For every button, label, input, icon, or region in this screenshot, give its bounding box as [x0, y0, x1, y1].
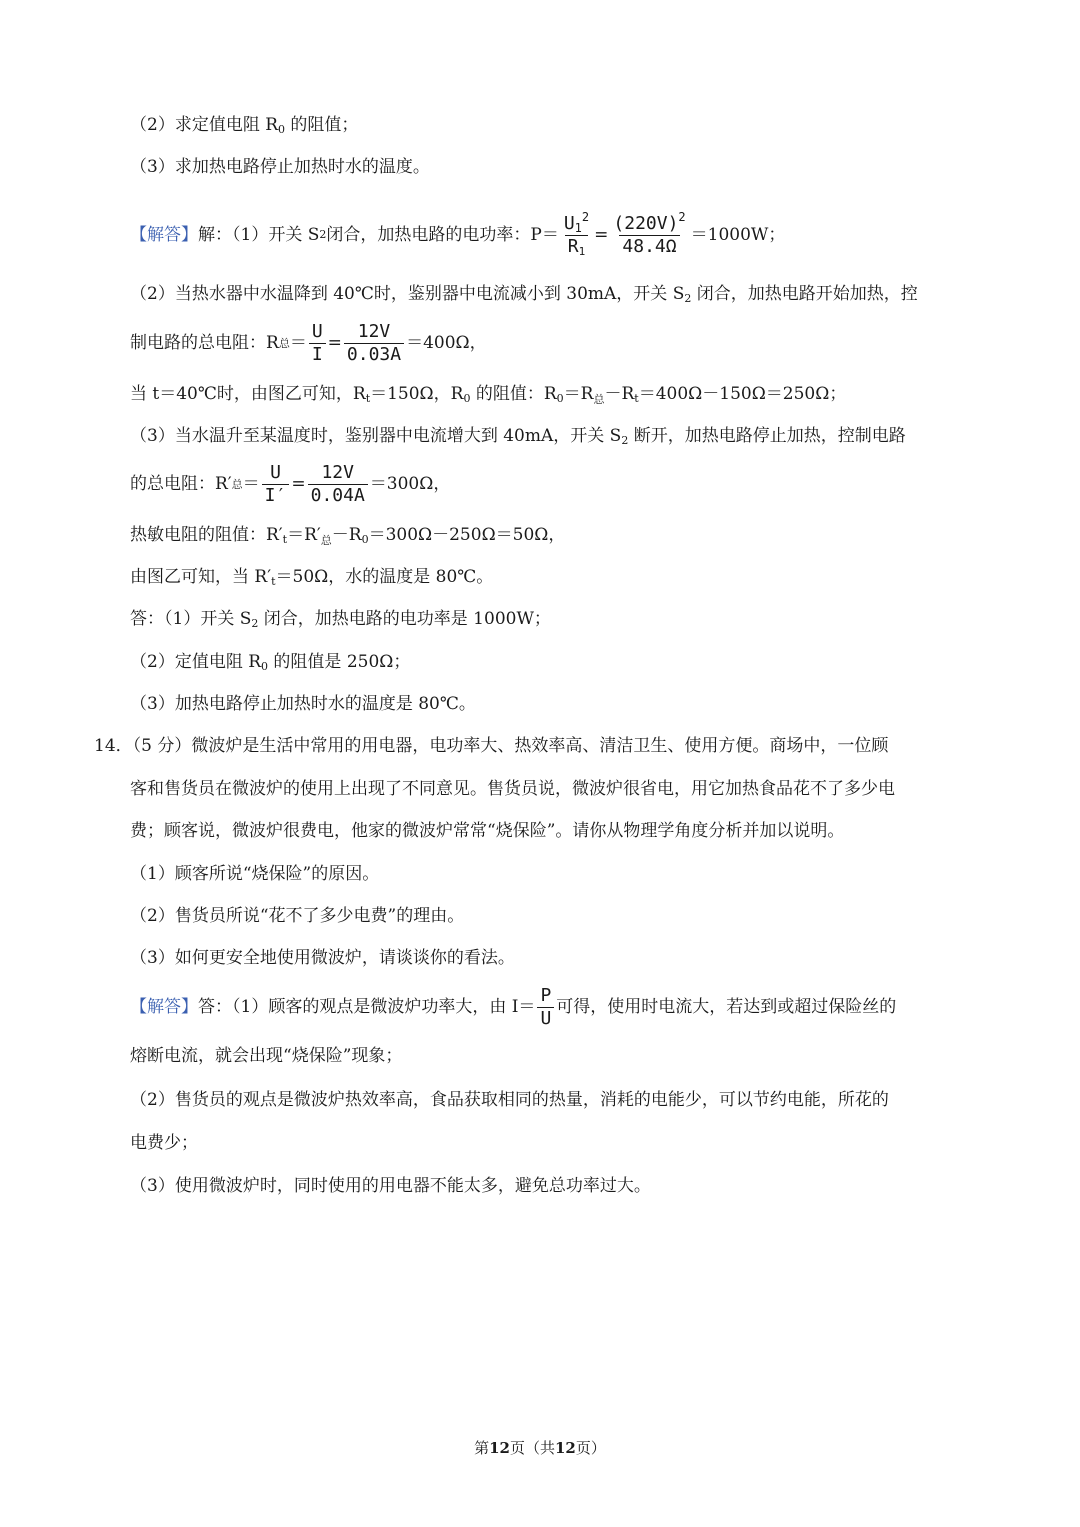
text: （2）定值电阻 R	[130, 652, 262, 672]
question-14-sub-3: （3）如何更安全地使用微波炉，请谈谈你的看法。	[130, 948, 515, 968]
power-value-fraction	[610, 209, 688, 257]
text: ＝300Ω，	[369, 473, 451, 494]
text: －R	[604, 384, 635, 404]
text: 的阻值是 250Ω；	[268, 652, 411, 672]
answer-3-line-4	[130, 569, 493, 586]
text: 闭合，加热电路开始加热，控	[691, 284, 918, 304]
text: ＝R	[563, 384, 594, 404]
subscript: 0	[361, 533, 369, 546]
equals: =	[327, 332, 342, 353]
numerator: U	[563, 212, 575, 234]
denominator: U	[537, 1007, 554, 1028]
superscript: 2	[678, 209, 686, 224]
denominator: R	[567, 235, 579, 257]
numerator: 12V	[321, 461, 354, 483]
answer-3-line-1	[130, 428, 906, 445]
answer-b1-line-2: 熔断电流，就会出现“烧保险”现象；	[130, 1046, 403, 1066]
text: 由图乙可知，当 R′	[130, 567, 272, 587]
answer-1: 【解答】 解：（1）开关 S 2 闭合，加热电路的电功率：P＝ $\frac{U_1^2}{R_1}$ = $\frac{(220V)^2}{48.4\Omega}$ ＝1000W；	[130, 209, 786, 258]
superscript: 2	[581, 209, 590, 224]
answer-b3: （3）使用微波炉时，同时使用的用电器不能太多，避免总功率过大。	[130, 1176, 651, 1196]
text: ＝400Ω，	[406, 332, 487, 353]
current-formula-fraction	[537, 984, 554, 1029]
denominator: 0.04A	[308, 484, 368, 505]
subscript: 1	[574, 220, 582, 235]
text: 第	[474, 1439, 490, 1457]
text: 可得，使用时电流大，若达到或超过保险丝的	[556, 996, 897, 1017]
text: 热敏电阻的阻值：R′	[130, 525, 283, 545]
equals: =	[594, 224, 609, 245]
denominator: 0.03A	[344, 343, 404, 364]
subscript: t	[634, 392, 639, 405]
numerator: (220V)	[613, 212, 679, 234]
resistance-formula-fraction	[309, 320, 326, 365]
text: 断开，加热电路停止加热，控制电路	[628, 426, 906, 446]
question-14-sub-1: （1）顾客所说“烧保险”的原因。	[130, 864, 380, 884]
summary-3: （3）加热电路停止加热时水的温度是 80℃。	[130, 694, 476, 714]
text: 闭合，加热电路的电功率：P＝	[326, 224, 559, 245]
question-14-line-3: 费；顾客说，微波炉很费电，他家的微波炉常常“烧保险”。请你从物理学角度分析并加以说明。	[130, 821, 845, 841]
equals: ＝	[242, 473, 260, 494]
text: ＝150Ω，R	[370, 384, 464, 404]
answer-b2-line-2: 电费少；	[130, 1133, 198, 1153]
text: （2）当热水器中水温降到 40℃时，鉴别器中电流减小到 30mA，开关 S	[130, 284, 685, 304]
text: ＝300Ω－250Ω＝50Ω，	[368, 525, 566, 545]
text: 闭合，加热电路的电功率是 1000W；	[258, 609, 551, 629]
page-footer	[0, 1437, 1080, 1458]
subscript: t	[271, 575, 276, 588]
summary-2	[130, 654, 410, 671]
text: 页）	[575, 1439, 606, 1457]
text: －R	[331, 525, 362, 545]
power-formula-fraction	[561, 209, 592, 258]
page-number: 12	[489, 1439, 510, 1457]
equals: =	[291, 473, 306, 494]
question-14-line-1: 14．（5 分）微波炉是生活中常用的用电器，电功率大、热效率高、清洁卫生、使用方便。商场中，一位顾	[94, 736, 889, 756]
resistance-value-fraction	[308, 461, 368, 506]
answer-2-line-2	[130, 318, 487, 368]
denominator: I′	[262, 484, 290, 505]
question-3: （3）求加热电路停止加热时水的温度。	[130, 157, 430, 177]
page-total: 12	[555, 1439, 576, 1457]
text: 当 t＝40℃时，由图乙可知，R	[130, 384, 366, 404]
subscript-total: 总	[231, 477, 243, 491]
text: ＝1000W；	[690, 224, 786, 245]
equals: ＝	[289, 332, 307, 353]
subscript-total: 总	[278, 336, 290, 350]
answer-2-line-3	[130, 386, 846, 405]
question-2	[130, 117, 358, 134]
resistance-value-fraction	[344, 320, 404, 365]
subscript: 0	[556, 392, 564, 405]
subscript: t	[365, 392, 371, 405]
question-14-sub-2: （2）售货员所说“花不了多少电费”的理由。	[130, 906, 465, 926]
denominator: 48.4Ω	[619, 235, 679, 256]
numerator: U	[311, 320, 323, 342]
text: 页（共	[509, 1439, 555, 1457]
numerator: 12V	[357, 320, 391, 342]
subscript: 1	[578, 244, 586, 258]
text: 答：（1）顾客的观点是微波炉功率大，由 I＝	[198, 996, 536, 1017]
denominator: I	[309, 343, 326, 364]
text: 制电路的总电阻：R	[130, 332, 279, 353]
text: （3）当水温升至某温度时，鉴别器中电流增大到 40mA，开关 S	[130, 426, 622, 446]
text: 的阻值：R	[470, 384, 557, 404]
text: 的总电阻：R′	[130, 473, 232, 494]
question-14-line-2: 客和售货员在微波炉的使用上出现了不同意见。售货员说，微波炉很省电，用它加热食品花不了多少电	[130, 779, 895, 799]
text: 的阻值；	[285, 115, 359, 135]
subscript-total: 总	[593, 393, 605, 406]
answer-3-line-2	[130, 459, 450, 509]
summary-1	[130, 611, 551, 628]
subscript: 0	[261, 660, 269, 673]
answer-3-line-3	[130, 527, 565, 546]
subscript: 2	[684, 292, 692, 305]
numerator: P	[540, 984, 552, 1006]
answer-tag: 【解答】	[130, 996, 198, 1017]
numerator: U	[270, 461, 281, 483]
answer-2-line-1	[130, 286, 918, 303]
subscript: 2	[621, 434, 629, 447]
resistance-formula-fraction	[262, 461, 290, 506]
answer-b1	[130, 982, 896, 1032]
answer-tag: 【解答】	[130, 224, 198, 245]
text: 解：（1）开关 S	[198, 224, 320, 245]
subscript: 2	[251, 617, 259, 630]
text: ＝400Ω－150Ω＝250Ω；	[638, 384, 847, 404]
subscript-total: 总	[320, 534, 332, 547]
text: ＝50Ω，水的温度是 80℃。	[275, 567, 494, 587]
subscript: 0	[463, 392, 471, 405]
text: （2）求定值电阻 R	[130, 115, 279, 135]
answer-b2-line-1: （2）售货员的观点是微波炉热效率高，食品获取相同的热量，消耗的电能少，可以节约电能，所花的	[130, 1090, 889, 1110]
subscript: t	[282, 533, 288, 546]
text: 答：（1）开关 S	[130, 609, 252, 629]
subscript: 0	[278, 123, 286, 136]
text: ＝R′	[287, 525, 321, 545]
